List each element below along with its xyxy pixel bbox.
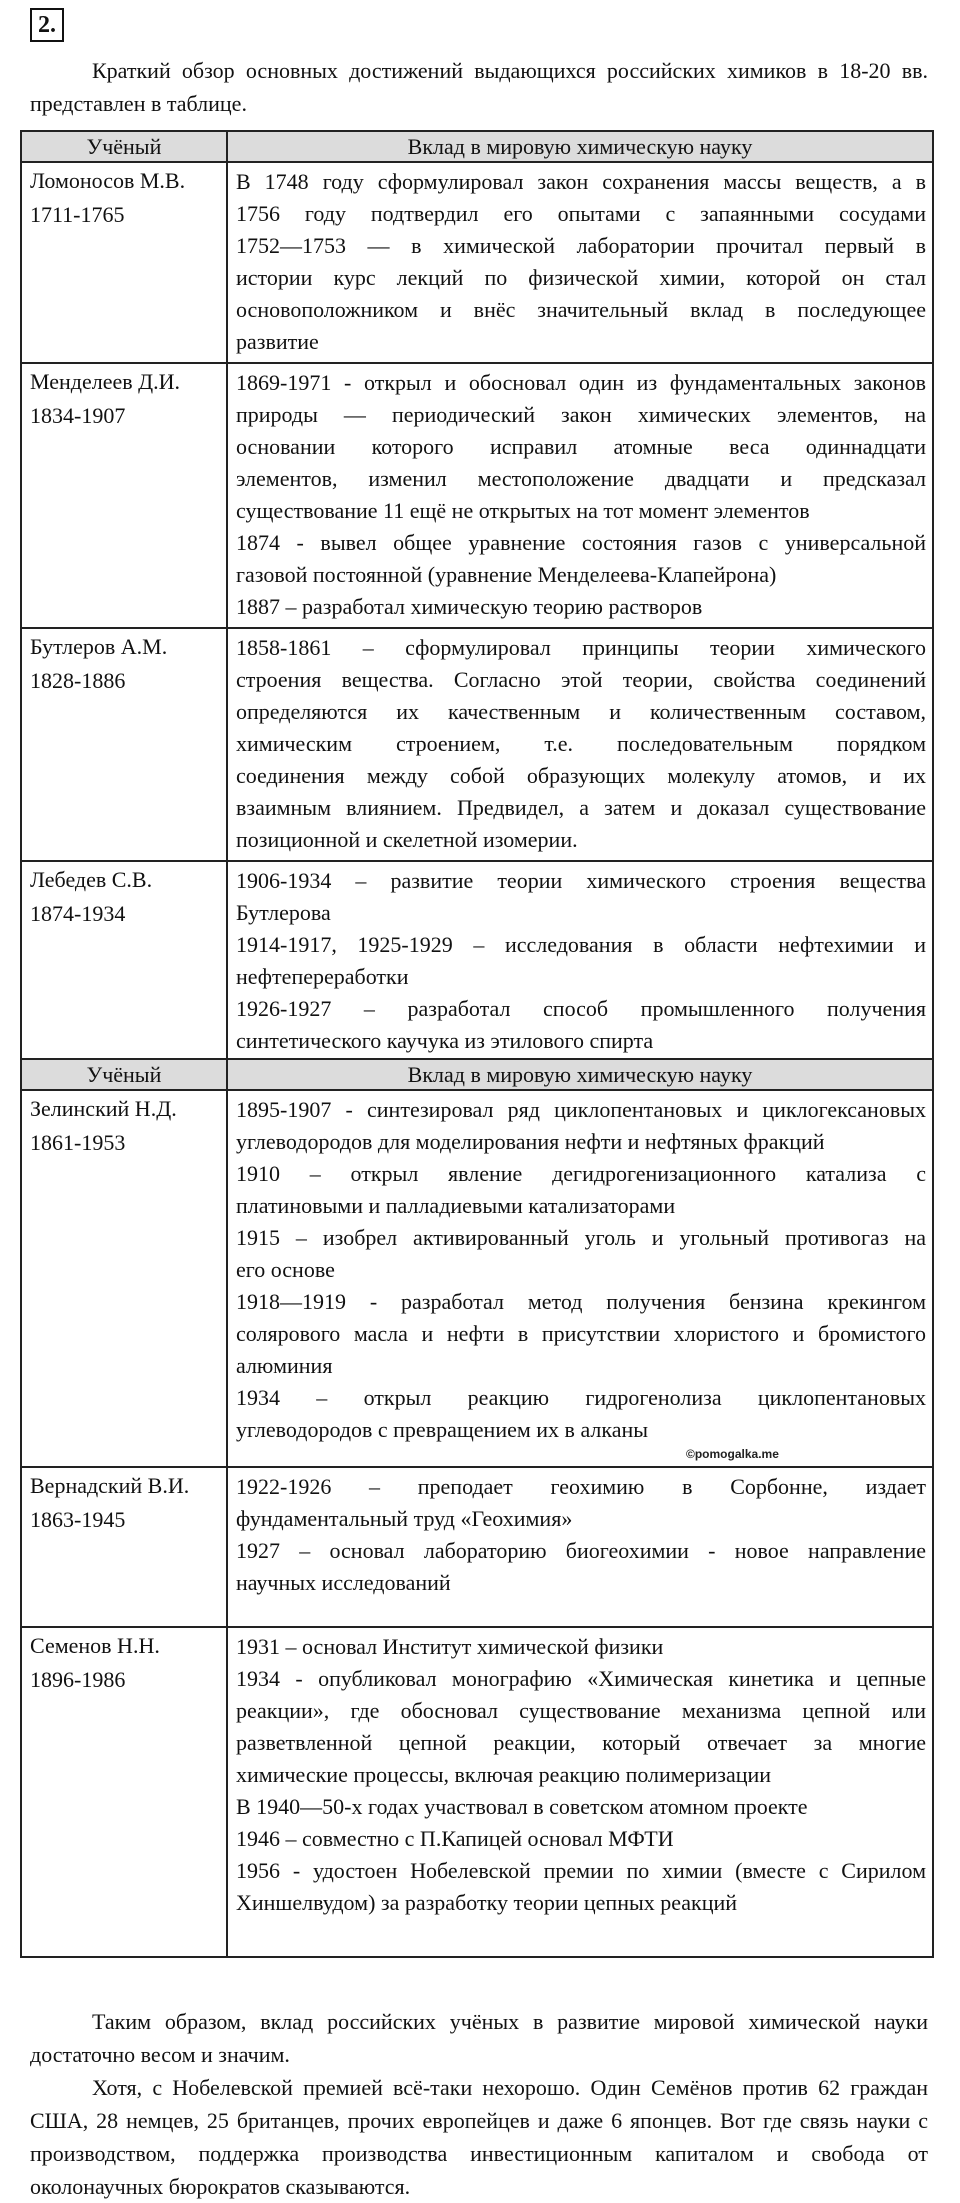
conclusion <box>30 2005 928 2203</box>
contribution-line: химические процессы, включая реакцию полимеризации <box>236 1762 772 1787</box>
contribution-line: нефтепереработки <box>236 964 409 989</box>
scientist-years: 1874-1934 <box>30 901 126 926</box>
contribution-line: Хиншелвудом) за разработку теории цепных реакций <box>236 1890 738 1915</box>
scientist-name: Бутлеров А.М. <box>30 634 168 659</box>
header-scientist: Учёный <box>21 1059 227 1090</box>
contribution-line: солярового масла и нефти в присутствии хлористого и бромистого <box>236 1321 926 1346</box>
contribution-line: 1956 - удостоен Нобелевской премии по химии (вместе с Сирилом <box>236 1858 926 1883</box>
contribution-cell <box>227 363 933 628</box>
chemists-table-2 <box>20 1058 934 1958</box>
conclusion-paragraph-1: Таким образом, вклад российских учёных в развитие мировой химической науки достаточно весом и значим. <box>30 2009 928 2067</box>
contribution-cell <box>227 861 933 1062</box>
contribution-line: газовой постоянной (уравнение Менделеева-Клапейрона) <box>236 562 777 587</box>
table-row <box>21 1090 933 1467</box>
contribution-line: синтетического каучука из этилового спирта <box>236 1028 654 1053</box>
header-contribution: Вклад в мировую химическую науку <box>227 131 933 162</box>
chemists-table-1 <box>20 130 934 1063</box>
watermark-text: ©pomogalka.me <box>686 1447 779 1461</box>
table-row <box>21 861 933 1062</box>
table-2-body <box>21 1090 933 1957</box>
contribution-line: природы — периодический закон химических элементов, на <box>236 402 926 427</box>
contribution-line: В 1748 году сформулировал закон сохранения массы веществ, а в <box>236 169 926 194</box>
contribution-line: научных исследований <box>236 1570 451 1595</box>
contribution-cell <box>227 1090 933 1467</box>
contribution-line: основоположником и внёс значительный вклад в последующее <box>236 297 926 322</box>
contribution-line: взаимным влиянием. Предвидел, а затем и доказал существование <box>236 795 926 820</box>
contribution-line: 1858-1861 – сформулировал принципы теории химического <box>236 635 926 660</box>
contribution-line: 1926-1927 – разработал способ промышленного получения <box>236 996 926 1021</box>
contribution-line: соединения между собой образующих молекулу атомов, и их <box>236 763 926 788</box>
contribution-line: развитие <box>236 329 319 354</box>
contribution-line: 1910 – открыл явление дегидрогенизационного катализа с <box>236 1161 926 1186</box>
table-row <box>21 1467 933 1627</box>
header-scientist: Учёный <box>21 131 227 162</box>
scientist-cell <box>21 363 227 628</box>
scientist-years: 1834-1907 <box>30 403 126 428</box>
contribution-line: реакции», где обосновал существование механизма цепной или <box>236 1698 926 1723</box>
contribution-line: алюминия <box>236 1353 333 1378</box>
table-row <box>21 162 933 363</box>
table-header-row <box>21 1059 933 1090</box>
intro-paragraph: Краткий обзор основных достижений выдающихся российских химиков в 18-20 вв. представлен в таблице. <box>30 58 928 116</box>
scientist-name: Менделеев Д.И. <box>30 369 181 394</box>
contribution-line: 1914-1917, 1925-1929 – исследования в области нефтехимии и <box>236 932 926 957</box>
contribution-line: 1906-1934 – развитие теории химического строения вещества <box>236 868 926 893</box>
conclusion-paragraph-2: Хотя, с Нобелевской премией всё-таки нехорошо. Один Семёнов против 62 граждан США, 28 немцев, 25 британцев, прочих европейцев и даже 6 японцев. Вот где связь науки с производством, поддержка производства инвестиционным капиталом и свобода от околонаучных бюрократов сказываются. <box>30 2075 928 2199</box>
scientist-cell <box>21 1467 227 1627</box>
contribution-line: 1869-1971 - открыл и обосновал один из фундаментальных законов <box>236 370 926 395</box>
contribution-line: 1756 году подтвердил его опытами с запаянными сосудами <box>236 201 926 226</box>
scientist-name: Ломоносов М.В. <box>30 168 186 193</box>
scientist-cell <box>21 162 227 363</box>
contribution-line: 1927 – основал лабораторию биогеохимии - новое направление <box>236 1538 926 1563</box>
contribution-line: химическим строением, т.е. последовательным порядком <box>236 731 926 756</box>
table-row <box>21 628 933 861</box>
scientist-years: 1711-1765 <box>30 202 125 227</box>
header-contribution: Вклад в мировую химическую науку <box>227 1059 933 1090</box>
scientist-years: 1828-1886 <box>30 668 126 693</box>
contribution-line: 1946 – совместно с П.Капицей основал МФТИ <box>236 1826 674 1851</box>
contribution-line: элементов, изменил местоположение двадцати и предсказал <box>236 466 926 491</box>
contribution-line: 1895-1907 - синтезировал ряд циклопентановых и циклогексановых <box>236 1097 926 1122</box>
contribution-cell <box>227 162 933 363</box>
contribution-line: 1934 - опубликовал монографию «Химическая кинетика и цепные <box>236 1666 926 1691</box>
contribution-line: 1915 – изобрел активированный уголь и угольный противогаз на <box>236 1225 926 1250</box>
scientist-cell <box>21 1627 227 1957</box>
contribution-cell <box>227 1627 933 1957</box>
task-number: 2. <box>30 8 64 42</box>
contribution-line: 1922-1926 – преподает геохимию в Сорбонне, издает <box>236 1474 926 1499</box>
scientist-name: Зелинский Н.Д. <box>30 1096 177 1121</box>
scientist-name: Вернадский В.И. <box>30 1473 190 1498</box>
contribution-line: фундаментальный труд «Геохимия» <box>236 1506 573 1531</box>
contribution-line: 1887 – разработал химическую теорию растворов <box>236 594 703 619</box>
contribution-line: истории курс лекций по физической химии, которой он стал <box>236 265 926 290</box>
contribution-line: определяются их качественным и количественным составом, <box>236 699 926 724</box>
contribution-line: разветвленной цепной реакции, который отвечает за многие <box>236 1730 926 1755</box>
scientist-cell <box>21 861 227 1062</box>
contribution-line: позиционной и скелетной изомерии. <box>236 827 578 852</box>
scientist-cell <box>21 1090 227 1467</box>
contribution-line: углеводородов с превращением их в алканы <box>236 1417 649 1442</box>
table-row <box>21 363 933 628</box>
contribution-line: платиновыми и палладиевыми катализаторами <box>236 1193 676 1218</box>
contribution-cell <box>227 1467 933 1627</box>
contribution-line: углеводородов для моделирования нефти и нефтяных фракций <box>236 1129 825 1154</box>
scientist-years: 1863-1945 <box>30 1507 126 1532</box>
contribution-line: В 1940—50-х годах участвовал в советском атомном проекте <box>236 1794 808 1819</box>
contribution-line: его основе <box>236 1257 335 1282</box>
scientist-name: Лебедев С.В. <box>30 867 153 892</box>
table-header-row <box>21 131 933 162</box>
contribution-line: 1874 - вывел общее уравнение состояния газов с универсальной <box>236 530 926 555</box>
contribution-line: строения вещества. Согласно этой теории, свойства соединений <box>236 667 926 692</box>
contribution-line: 1934 – открыл реакцию гидрогенолиза циклопентановых <box>236 1385 926 1410</box>
contribution-line: основании которого исправил атомные веса одиннадцати <box>236 434 926 459</box>
scientist-years: 1861-1953 <box>30 1130 126 1155</box>
table-1-body <box>21 162 933 1062</box>
contribution-line: 1918—1919 - разработал метод получения бензина крекингом <box>236 1289 926 1314</box>
contribution-line: 1752—1753 — в химической лаборатории прочитал первый в <box>236 233 926 258</box>
scientist-cell <box>21 628 227 861</box>
contribution-line: существование 11 ещё не открытых на тот момент элементов <box>236 498 810 523</box>
contribution-cell <box>227 628 933 861</box>
scientist-name: Семенов Н.Н. <box>30 1633 160 1658</box>
contribution-line: Бутлерова <box>236 900 331 925</box>
contribution-line: 1931 – основал Институт химической физики <box>236 1634 664 1659</box>
scientist-years: 1896-1986 <box>30 1667 126 1692</box>
table-row <box>21 1627 933 1957</box>
